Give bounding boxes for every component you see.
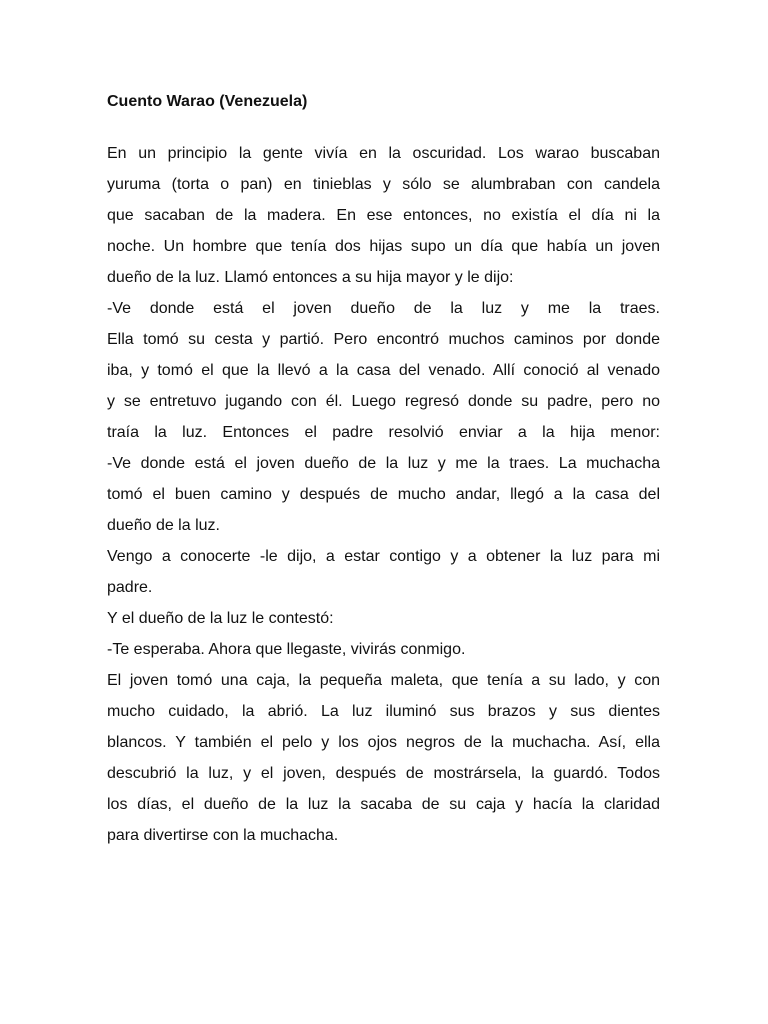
story-line: padre. — [107, 579, 153, 596]
story-line: -Ve donde está el joven dueño de la luz y me la traes. — [107, 300, 660, 317]
story-line: descubrió la luz, y el joven, después de mostrársela, la guardó. Todos — [107, 765, 660, 782]
story-line: dueño de la luz. Llamó entonces a su hija mayor y le dijo: — [107, 269, 514, 286]
story-body — [107, 138, 660, 851]
document-title: Cuento Warao (Venezuela) — [107, 93, 308, 110]
story-line: para divertirse con la muchacha. — [107, 827, 339, 844]
story-line: dueño de la luz. — [107, 517, 220, 534]
story-line: -Ve donde está el joven dueño de la luz y me la traes. La muchacha — [107, 455, 660, 472]
story-line: Vengo a conocerte -le dijo, a estar contigo y a obtener la luz para mi — [107, 548, 660, 565]
story-line: -Te esperaba. Ahora que llegaste, vivirás conmigo. — [107, 641, 466, 658]
story-line: yuruma (torta o pan) en tinieblas y sólo se alumbraban con candela — [107, 176, 660, 193]
story-line: iba, y tomó el que la llevó a la casa del venado. Allí conoció al venado — [107, 362, 660, 379]
story-line: El joven tomó una caja, la pequeña maleta, que tenía a su lado, y con — [107, 672, 660, 689]
story-line: que sacaban de la madera. En ese entonces, no existía el día ni la — [107, 207, 660, 224]
story-line: Y el dueño de la luz le contestó: — [107, 610, 334, 627]
story-line: los días, el dueño de la luz la sacaba de su caja y hacía la claridad — [107, 796, 660, 813]
story-line: Ella tomó su cesta y partió. Pero encontró muchos caminos por donde — [107, 331, 660, 348]
story-line: mucho cuidado, la abrió. La luz iluminó sus brazos y sus dientes — [107, 703, 660, 720]
story-line: En un principio la gente vivía en la oscuridad. Los warao buscaban — [107, 145, 660, 162]
story-line: y se entretuvo jugando con él. Luego regresó donde su padre, pero no — [107, 393, 660, 410]
story-line: traía la luz. Entonces el padre resolvió enviar a la hija menor: — [107, 424, 660, 441]
story-line: tomó el buen camino y después de mucho andar, llegó a la casa del — [107, 486, 660, 503]
story-line: blancos. Y también el pelo y los ojos negros de la muchacha. Así, ella — [107, 734, 660, 751]
story-line: noche. Un hombre que tenía dos hijas supo un día que había un joven — [107, 238, 660, 255]
